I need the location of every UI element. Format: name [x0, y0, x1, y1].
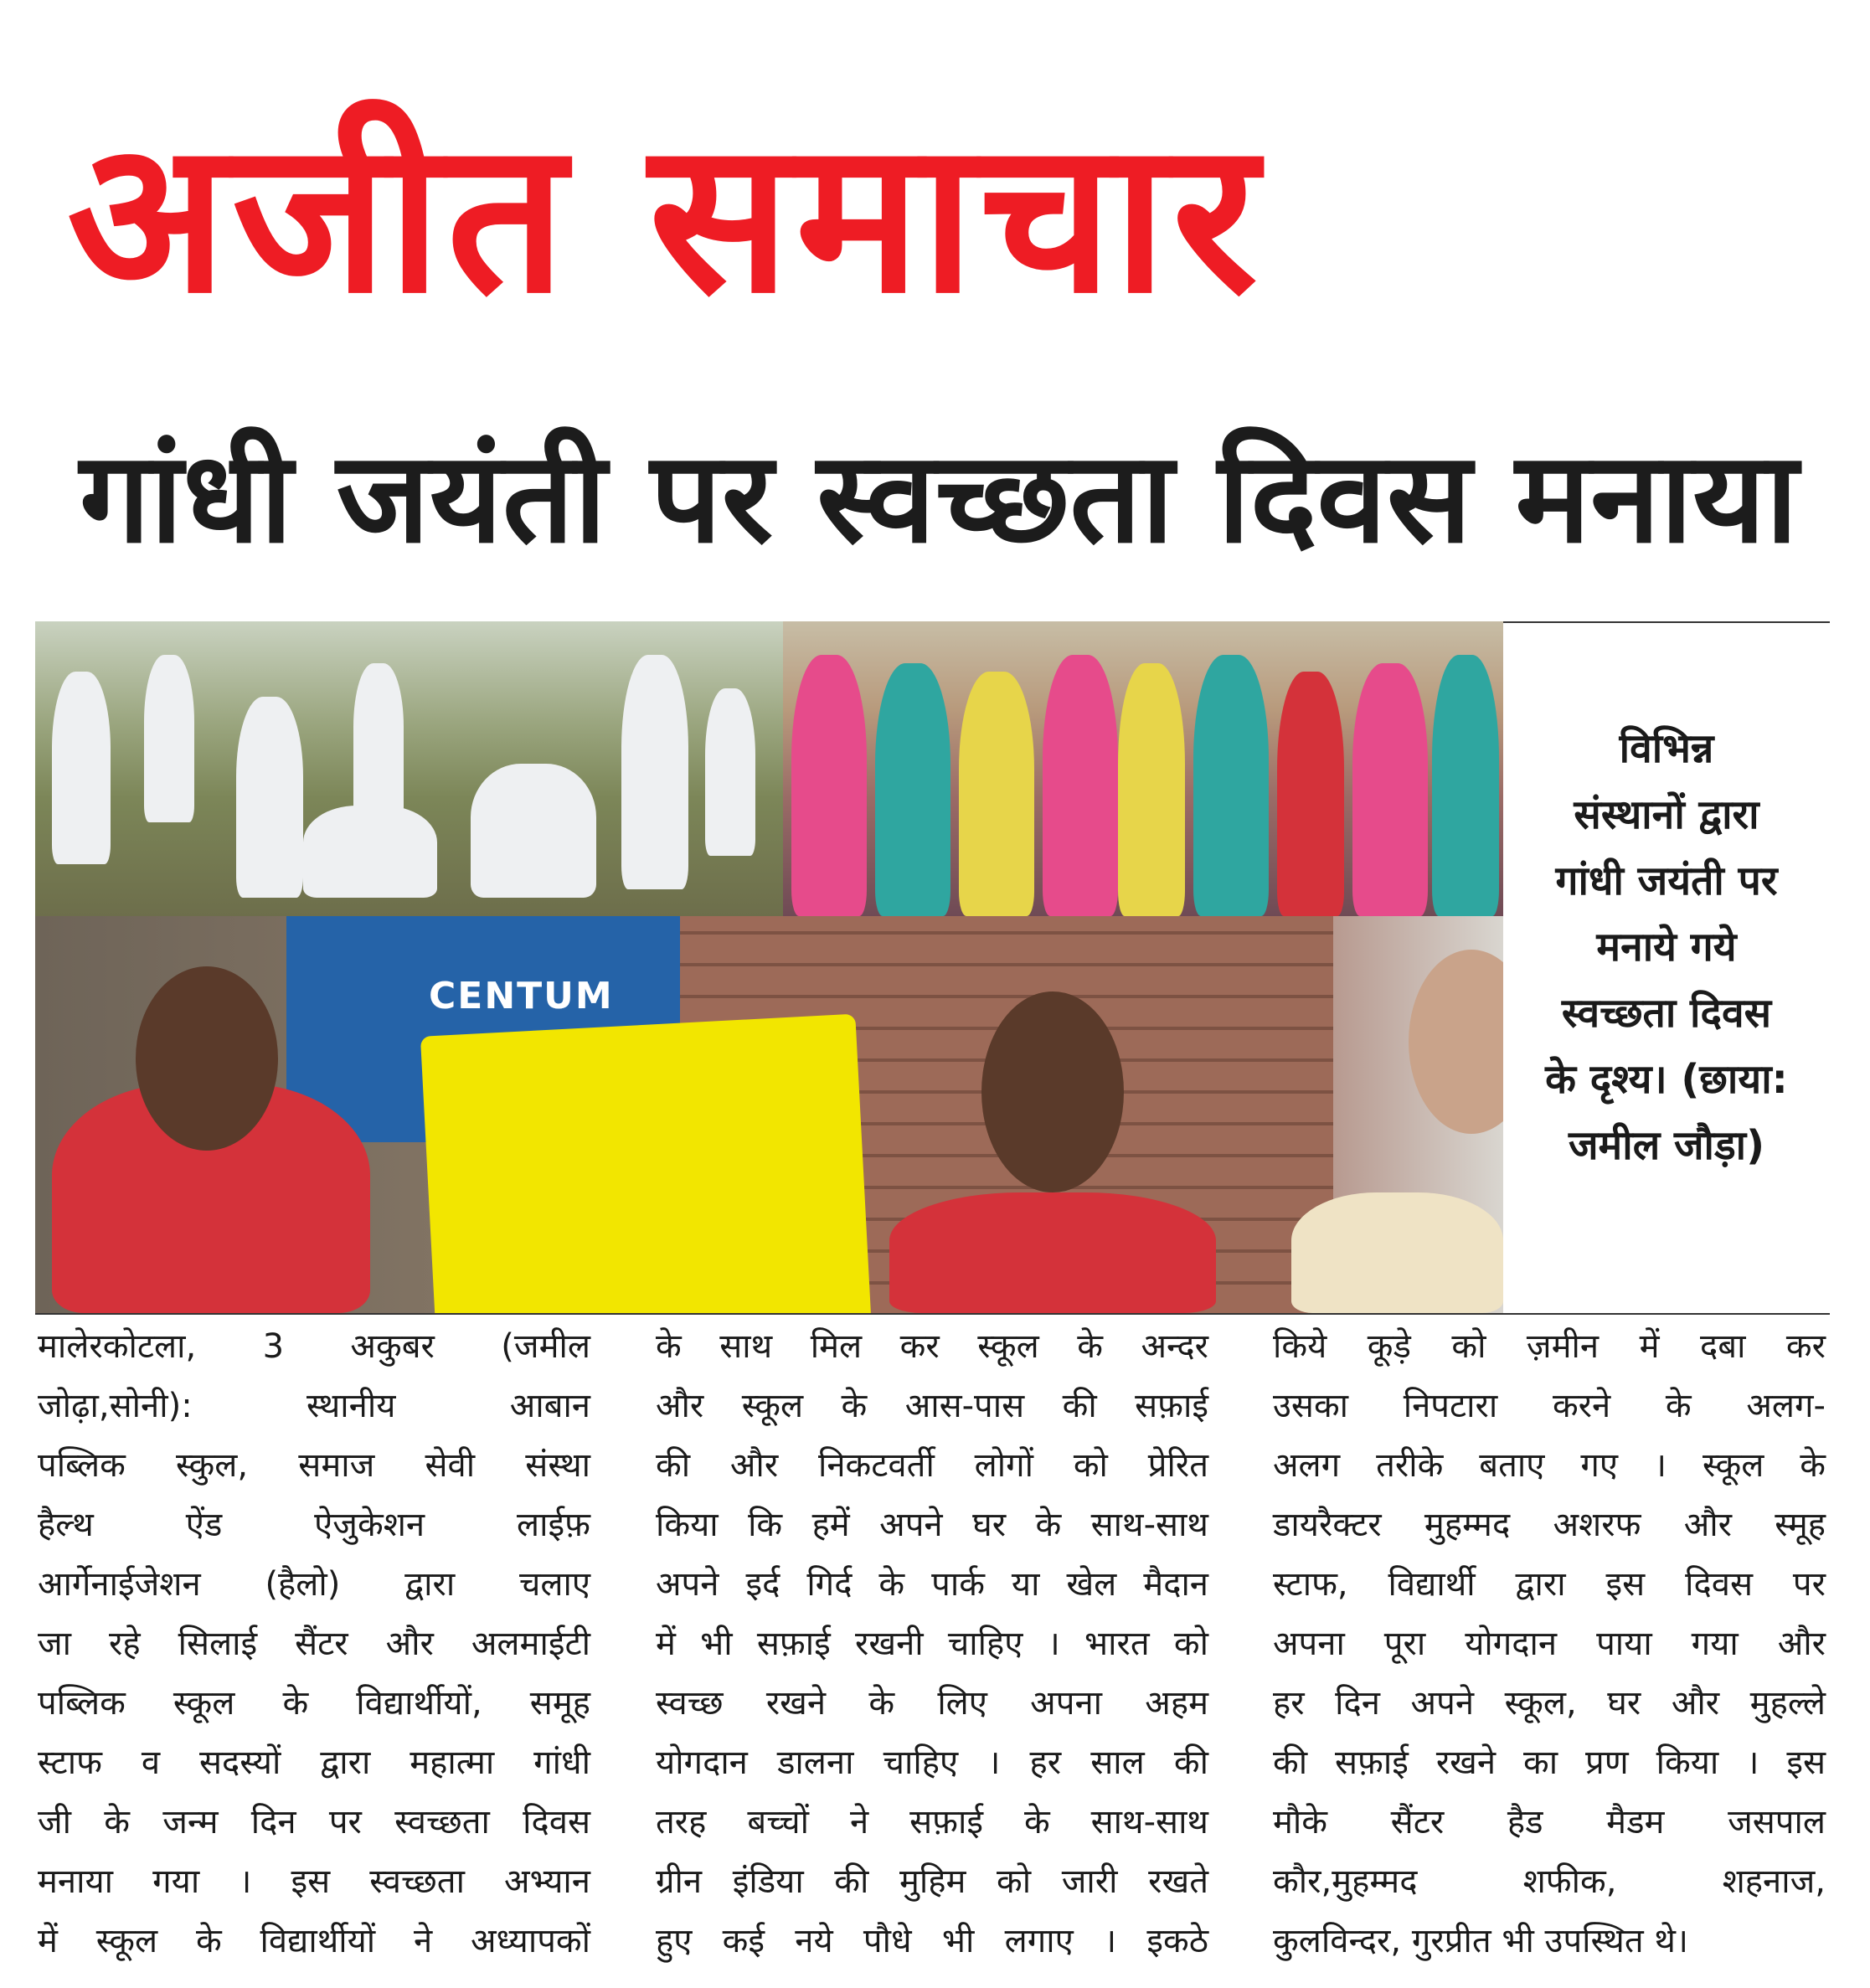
article-line: तरह बच्चों ने सफ़ाई के साथ-साथ — [656, 1803, 1208, 1841]
article-line: के साथ मिल कर स्कूल के अन्दर — [656, 1327, 1208, 1366]
caption-line: स्वच्छता दिवस — [1561, 990, 1772, 1037]
article-line: हर दिन अपने स्कूल, घर और मुहल्ले — [1273, 1684, 1826, 1723]
article-column-2 — [656, 1317, 1208, 1971]
photo-figure — [303, 806, 437, 898]
caption-line: संस्थानों द्वारा — [1574, 791, 1759, 838]
photo-figure — [353, 663, 404, 822]
article-line: हैल्थ ऐंड ऐजुकेशन लाईफ़ — [38, 1506, 590, 1544]
photo-figure — [1277, 672, 1344, 916]
article-line: जी के जन्म दिन पर स्वच्छता दिवस — [38, 1803, 590, 1841]
article-line: ग्रीन इंडिया की मुहिम को जारी रखते — [656, 1862, 1208, 1901]
photo-figure — [1043, 655, 1118, 916]
photo-figure — [1291, 1192, 1503, 1313]
photo-girls-with-yellow-sheet — [35, 916, 1503, 1313]
photo-women-with-brooms — [783, 621, 1503, 916]
caption-line: जमील जौड़ा) — [1568, 1122, 1765, 1169]
article-line: अलग तरीके बताए गए । स्कूल के — [1273, 1446, 1826, 1485]
caption-line: मनाये गये — [1596, 924, 1737, 971]
newspaper-masthead: अजीत समाचार — [67, 95, 1263, 339]
photo-figure — [1352, 663, 1428, 916]
photo-face — [136, 966, 278, 1151]
article-line: किया कि हमें अपने घर के साथ-साथ — [656, 1506, 1208, 1544]
article-line: और स्कूल के आस-पास की सफ़ाई — [656, 1387, 1208, 1425]
article-column-3 — [1273, 1317, 1826, 1971]
article-line: डायरैक्टर मुहम्मद अशरफ और स्मूह — [1273, 1506, 1826, 1544]
photo-caption — [1507, 716, 1826, 1179]
photo-figure — [621, 655, 688, 889]
photo-students-cleaning-ground — [35, 621, 783, 916]
article-line: में स्कूल के विद्यार्थीयों ने अध्यापकों — [38, 1922, 590, 1960]
article-line: हुए कई नये पौधे भी लगाए । इकठे — [656, 1922, 1208, 1960]
photo-face — [981, 991, 1124, 1192]
article-line: जा रहे सिलाई सैंटर और अलमाईटी — [38, 1625, 590, 1663]
caption-line: विभिन्न — [1619, 725, 1714, 772]
yellow-sheet — [420, 1014, 873, 1313]
centum-logo: CENTUM — [429, 975, 614, 1017]
photo-figure — [791, 655, 867, 916]
photo-figure — [52, 672, 111, 864]
photo-figure — [889, 1192, 1216, 1313]
photo-figure — [959, 672, 1034, 916]
photo-face — [1409, 950, 1503, 1134]
article-line: मनाया गया । इस स्वच्छता अभ्यान — [38, 1862, 590, 1901]
article-headline: गांधी जयंती पर स्वच्छता दिवस मनाया — [80, 425, 1799, 571]
article-line: जोढ़ा,सोनी): स्थानीय आबान — [38, 1387, 590, 1425]
article-line: की और निकटवर्ती लोगों को प्रेरित — [656, 1446, 1208, 1485]
photo-figure — [875, 663, 950, 916]
article-line: कुलविन्दर, गुरप्रीत भी उपस्थित थे। — [1273, 1922, 1689, 1960]
article-line: पब्लिक स्कूल के विद्यार्थीयों, समूह — [38, 1684, 590, 1723]
article-line: मालेरकोटला, 3 अकुबर (जमील — [38, 1327, 590, 1366]
article-line: अपना पूरा योगदान पाया गया और — [1273, 1625, 1826, 1663]
article-line: उसका निपटारा करने के अलग- — [1273, 1387, 1826, 1425]
article-line: अपने इर्द गिर्द के पार्क या खेल मैदान — [656, 1565, 1208, 1604]
article-line: मौके सैंटर हैड मैडम जसपाल — [1273, 1803, 1826, 1841]
article-line: योगदान डालना चाहिए । हर साल की — [656, 1743, 1208, 1782]
photo-figure — [1432, 655, 1499, 916]
photo-bottom-rule — [35, 1313, 1830, 1315]
article-line: कौर,मुहम्मद शफीक, शहनाज, — [1273, 1862, 1826, 1901]
article-line: स्वच्छ रखने के लिए अपना अहम — [656, 1684, 1208, 1723]
article-line: आर्गेनाईजेशन (हैलो) द्वारा चलाए — [38, 1565, 590, 1604]
photo-figure — [1193, 655, 1269, 916]
caption-line: गांधी जयंती पर — [1555, 858, 1778, 904]
photo-figure — [1118, 663, 1185, 916]
photo-figure — [471, 764, 596, 898]
article-column-1 — [38, 1317, 590, 1971]
article-line: किये कूड़े को ज़मीन में दबा कर — [1273, 1327, 1826, 1366]
article-line: स्टाफ व सदस्यों द्वारा महात्मा गांधी — [38, 1743, 590, 1782]
article-line: स्टाफ, विद्यार्थी द्वारा इस दिवस पर — [1273, 1565, 1826, 1604]
caption-line: के दृश्य। (छाया: — [1545, 1056, 1788, 1103]
article-line: में भी सफ़ाई रखनी चाहिए । भारत को — [656, 1625, 1208, 1663]
article-line: पब्लिक स्कुल, समाज सेवी संस्था — [38, 1446, 590, 1485]
article-line: की सफ़ाई रखने का प्रण किया । इस — [1273, 1743, 1826, 1782]
photo-figure — [705, 688, 755, 856]
photo-top-rule — [1503, 621, 1830, 623]
photo-figure — [144, 655, 194, 822]
photo-figure — [236, 697, 303, 898]
